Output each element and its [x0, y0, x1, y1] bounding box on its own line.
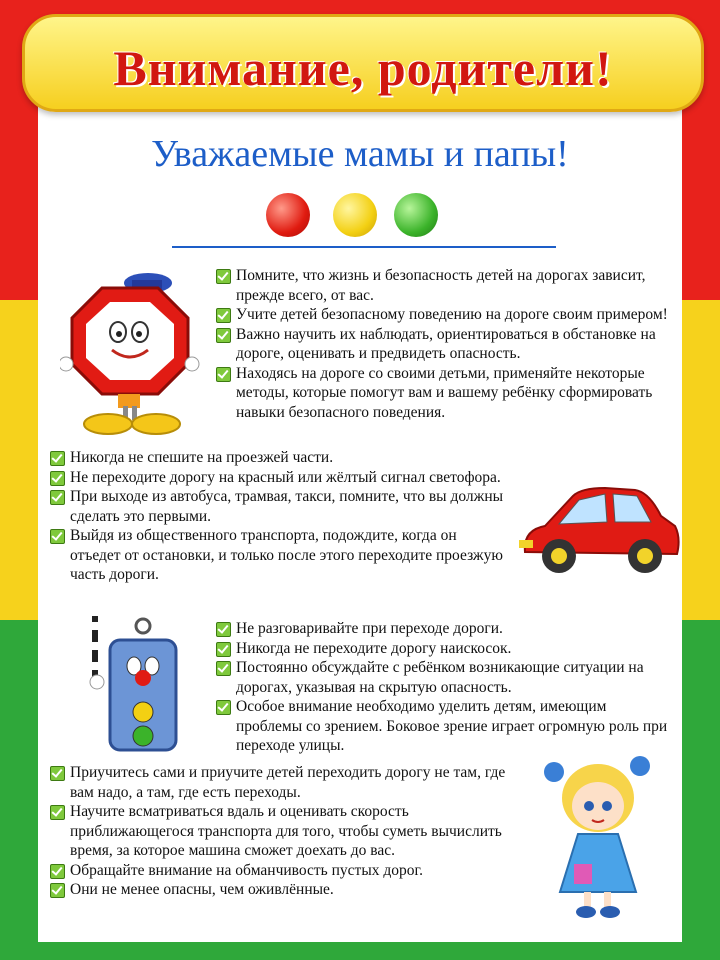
checkbox-icon [50, 529, 65, 544]
list-item: Помните, что жизнь и безопасность детей на дорогах зависит, прежде всего, от вас. [216, 266, 676, 305]
list-item: Не переходите дорогу на красный или жёлтый сигнал светофора. [50, 468, 510, 488]
list-item: При выходе из автобуса, трамвая, такси, помните, что вы должны сделать это первыми. [50, 487, 510, 526]
checkbox-icon [216, 661, 231, 676]
checkbox-icon [216, 622, 231, 637]
checkbox-icon [50, 471, 65, 486]
list-item: Научите всматриваться вдаль и оценивать скорость приближающегося транспорта для того, чтобы суметь вычислить время, за которое машина сможет доехать до вас. [50, 802, 520, 861]
advice-list-3 [216, 619, 676, 756]
checkbox-icon [50, 864, 65, 879]
list-item: Приучитесь сами и приучите детей переходить дорогу не там, где вам надо, а там, где есть переходы. [50, 763, 520, 802]
traffic-light-character-icon [82, 612, 192, 762]
advice-list-1 [216, 266, 676, 422]
checkbox-icon [50, 766, 65, 781]
checkbox-icon [50, 451, 65, 466]
list-item: Находясь на дороге со своими детьми, применяйте некоторые методы, которые помогут вам и вашему ребёнку сформировать навыки безопасного поведения. [216, 364, 676, 423]
checkbox-icon [50, 805, 65, 820]
checkbox-icon [216, 328, 231, 343]
list-item: Никогда не переходите дорогу наискосок. [216, 639, 676, 659]
yellow-light-icon [333, 193, 377, 237]
list-item: Не разговаривайте при переходе дороги. [216, 619, 676, 639]
checkbox-icon [50, 490, 65, 505]
list-item: Обращайте внимание на обманчивость пустых дорог. [50, 861, 520, 881]
checkbox-icon [216, 642, 231, 657]
title-banner [22, 14, 704, 112]
stop-sign-character-icon [60, 258, 200, 438]
green-light-icon [394, 193, 438, 237]
advice-list-2 [50, 448, 510, 585]
checkbox-icon [50, 883, 65, 898]
list-item: Постоянно обсуждайте с ребёнком возникающие ситуации на дорогах, указывая на скрытую опасность. [216, 658, 676, 697]
page-title: Внимание, родители! [113, 40, 613, 96]
red-light-icon [266, 193, 310, 237]
checkbox-icon [216, 269, 231, 284]
list-item: Важно научить их наблюдать, ориентироваться в обстановке на дороге, оценивать и предвидеть опасность. [216, 325, 676, 364]
list-item: Выйдя из общественного транспорта, подождите, когда он отъедет от остановки, и только после этого переходите проезжую часть дороги. [50, 526, 510, 585]
advice-list-4 [50, 763, 520, 900]
subtitle: Уважаемые мамы и папы! [151, 133, 569, 175]
list-item: Учите детей безопасному поведению на дороге своим примером! [216, 305, 676, 325]
red-car-icon [515, 482, 685, 582]
divider [172, 246, 556, 248]
checkbox-icon [216, 700, 231, 715]
girl-icon [540, 752, 660, 924]
list-item: Они не менее опасны, чем оживлённые. [50, 880, 520, 900]
checkbox-icon [216, 308, 231, 323]
list-item: Никогда не спешите на проезжей части. [50, 448, 510, 468]
checkbox-icon [216, 367, 231, 382]
list-item: Особое внимание необходимо уделить детям, имеющим проблемы со зрением. Боковое зрение играет огромную роль при переходе улицы. [216, 697, 676, 756]
